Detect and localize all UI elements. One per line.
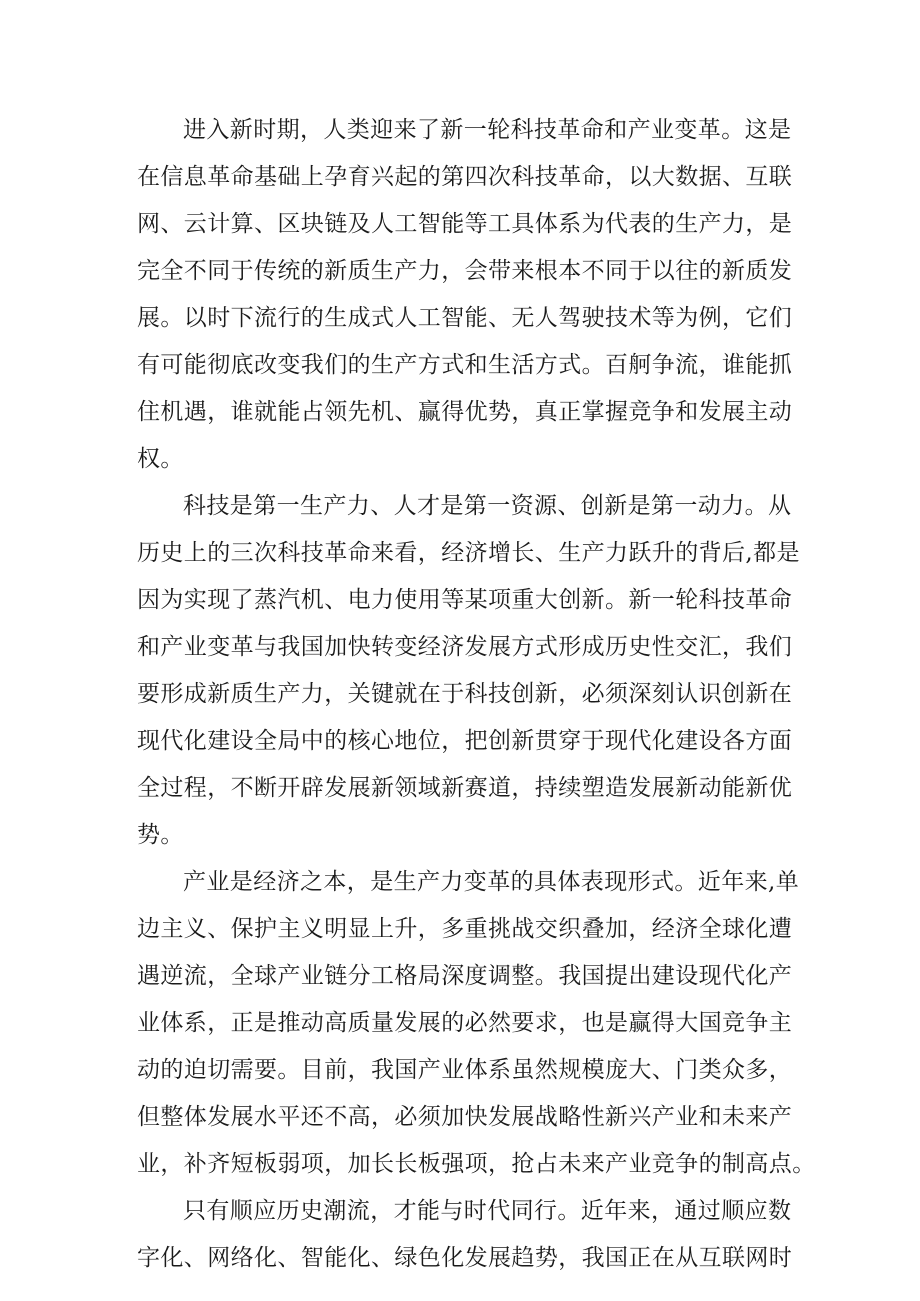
text-line: 在信息革命基础上孕育兴起的第四次科技革命，以大数据、互联	[137, 164, 793, 190]
text-line: 遇逆流，全球产业链分工格局深度调整。我国提出建设现代化产	[137, 963, 793, 989]
text-line: 现代化建设全局中的核心地位，把创新贯穿于现代化建设各方面	[137, 728, 793, 754]
text-line: 科技是第一生产力、人才是第一资源、创新是第一动力。从	[183, 493, 792, 519]
text-line: 要形成新质生产力，关键就在于科技创新，必须深刻认识创新在	[137, 681, 793, 707]
text-line: 和产业变革与我国加快转变经济发展方式形成历史性交汇，我们	[137, 634, 793, 660]
text-line: 但整体发展水平还不高，必须加快发展战略性新兴产业和未来产	[137, 1104, 793, 1130]
text-line: 因为实现了蒸汽机、电力使用等某项重大创新。新一轮科技革命	[137, 587, 793, 613]
paragraph-2	[137, 483, 800, 859]
text-line: 全过程，不断开辟发展新领域新赛道，持续塑造发展新动能新优	[137, 775, 793, 801]
text-line: 历史上的三次科技革命来看，经济增长、生产力跃升的背后,都是	[137, 540, 800, 566]
text-line: 有可能彻底改变我们的生产方式和生活方式。百舸争流，谁能抓	[137, 352, 793, 378]
text-line: 网、云计算、区块链及人工智能等工具体系为代表的生产力，是	[137, 211, 793, 237]
text-line: 业，补齐短板弱项，加长长板强项，抢占未来产业竞争的制高点。	[137, 1151, 816, 1177]
text-line: 只有顺应历史潮流，才能与时代同行。近年来，通过顺应数	[183, 1198, 792, 1224]
paragraph-4	[137, 1188, 793, 1282]
paragraph-1	[137, 107, 793, 483]
text-line: 动的迫切需要。目前，我国产业体系虽然规模庞大、门类众多，	[137, 1057, 793, 1083]
text-line: 进入新时期，人类迎来了新一轮科技革命和产业变革。这是	[183, 117, 792, 143]
paragraph-3	[137, 859, 816, 1188]
text-line: 边主义、保护主义明显上升，多重挑战交织叠加，经济全球化遭	[137, 916, 793, 942]
text-line: 权。	[137, 446, 184, 472]
text-line: 字化、网络化、智能化、绿色化发展趋势，我国正在从互联网时	[137, 1245, 793, 1271]
text-line: 展。以时下流行的生成式人工智能、无人驾驶技术等为例，它们	[137, 305, 793, 331]
text-line: 完全不同于传统的新质生产力，会带来根本不同于以往的新质发	[137, 258, 793, 284]
text-line: 住机遇，谁就能占领先机、赢得优势，真正掌握竞争和发展主动	[137, 399, 793, 425]
document-body	[137, 107, 816, 1282]
text-line: 产业是经济之本，是生产力变革的具体表现形式。近年来,单	[183, 869, 800, 895]
text-line: 业体系，正是推动高质量发展的必然要求，也是赢得大国竞争主	[137, 1010, 793, 1036]
text-line: 势。	[137, 822, 184, 848]
